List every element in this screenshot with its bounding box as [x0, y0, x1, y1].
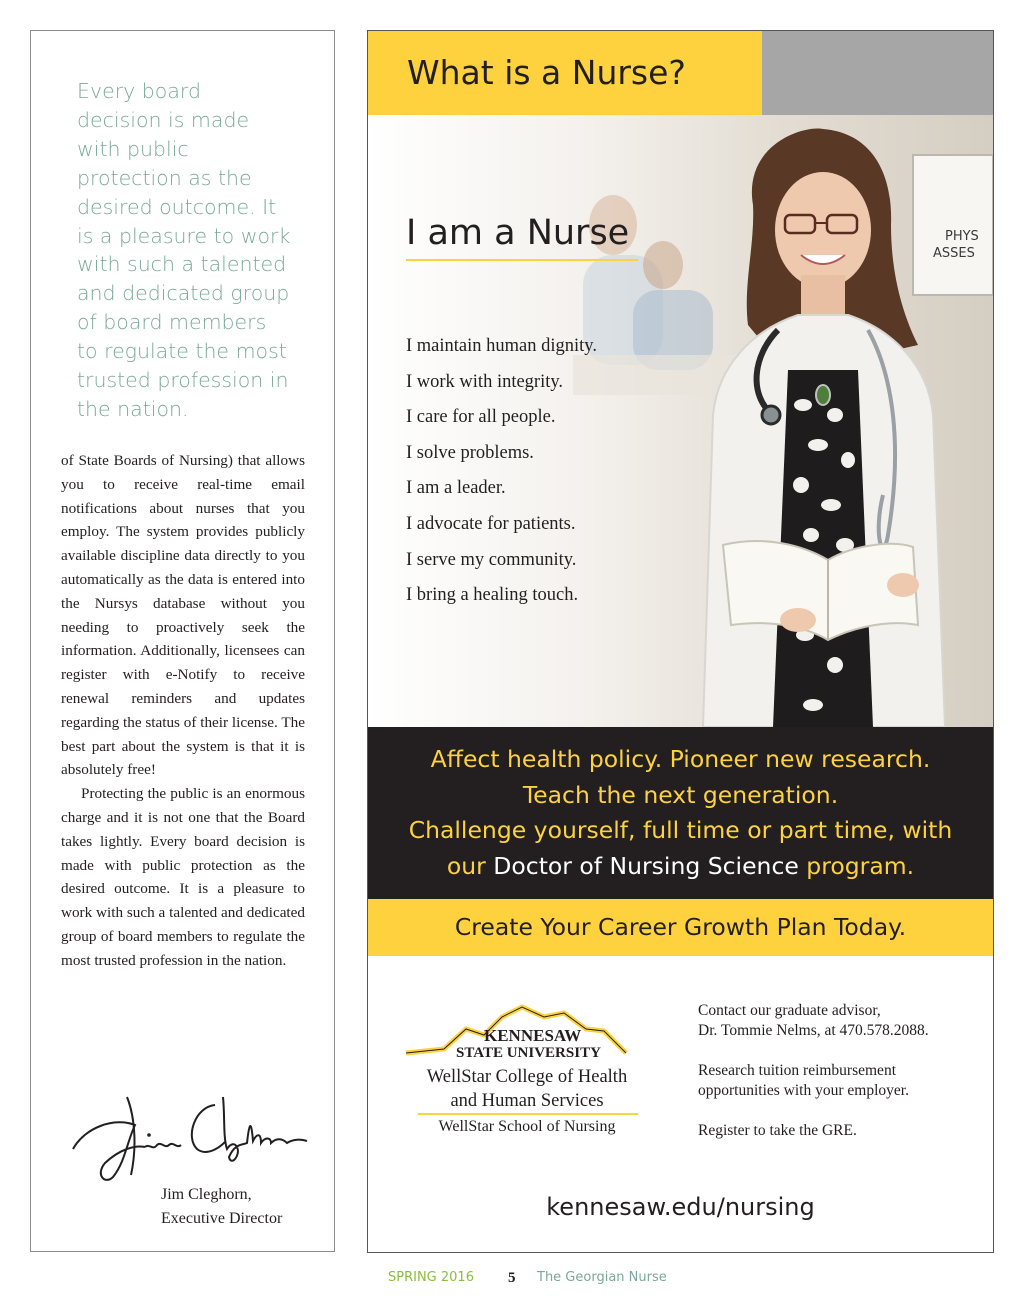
statement-item: I bring a healing touch. [406, 585, 579, 606]
promo-line: Teach the next generation. [522, 780, 839, 809]
cta-text: Create Your Career Growth Plan Today. [454, 913, 907, 941]
statement-item: I solve problems. [406, 442, 534, 463]
promo-line [368, 849, 993, 885]
college-line: and Human Services [450, 1091, 604, 1111]
magazine-name: The Georgian Nurse [537, 1270, 667, 1285]
statement-item: I serve my community. [406, 549, 577, 570]
heading-underline [406, 259, 638, 261]
pull-quote-line: and dedicated group [77, 281, 290, 306]
logo-kennesaw: KENNESAW [484, 1026, 582, 1045]
statement-item: I care for all people. [406, 407, 556, 428]
nursing-advertisement [367, 30, 994, 1253]
statement-item: I advocate for patients. [406, 513, 576, 534]
ad-header-gray-block [762, 31, 993, 115]
contact-info [698, 1001, 988, 1141]
page-number: 5 [508, 1270, 516, 1286]
college-name [404, 1065, 650, 1113]
signer-name: Jim Cleghorn, [161, 1186, 252, 1203]
signer-title: Executive Director [161, 1210, 283, 1227]
article-paragraph: of State Boards of Nursing) that allows you to receive real-time email notifications about nurses that you employ. The system provides publicly available discipline data directly to you automatically as the data is entered into the Nursys database without you needing to proactively seek the information. Additionally, licensees can register with e-Notify to receive renewal reminders and updates regarding the status of their license. The best part about the system is that it is absolutely free! [61, 452, 305, 779]
college-divider [418, 1113, 638, 1115]
pull-quote-line: desired outcome. It [77, 194, 277, 219]
page-footer [0, 1270, 1024, 1290]
issue-season: SPRING 2016 [388, 1270, 474, 1285]
contact-line: Contact our graduate advisor, [698, 1002, 881, 1019]
promo-text: our [446, 851, 494, 880]
school-name: WellStar School of Nursing [438, 1118, 616, 1135]
signature-image [65, 1087, 310, 1182]
pull-quote-line: trusted profession in [77, 368, 289, 393]
pull-quote-line: with public [77, 136, 189, 161]
college-line: WellStar College of Health [426, 1067, 628, 1087]
contact-line: Dr. Tommie Nelms, at 470.578.2088. [698, 1022, 929, 1039]
pull-quote-line: the nation. [77, 396, 189, 421]
nurse-illustration [573, 115, 993, 727]
article-paragraph: Protecting the public is an enormous charge and it is not one that the Board takes lightly. Every board decision is made with public protection as the desired outcome. It is a pleasure to work with such a talented and dedicated group of board members to regulate the most trusted profession in the nation. [61, 785, 305, 969]
pull-quote-line: of board members [77, 310, 267, 335]
contact-line: Research tuition reimbursement [698, 1062, 896, 1079]
pull-quote-line: with such a talented [77, 252, 287, 277]
statement-item: I work with integrity. [406, 371, 564, 392]
statement-item: I maintain human dignity. [406, 336, 597, 356]
promo-line: Affect health policy. Pioneer new research. [430, 745, 931, 773]
ad-title: What is a Nurse? [407, 53, 686, 92]
pull-quote-line: is a pleasure to work [77, 223, 291, 248]
article-column [30, 30, 335, 1252]
logo-state-university: STATE UNIVERSITY [456, 1045, 601, 1061]
pull-quote-line: decision is made [77, 107, 250, 132]
cta-band [368, 899, 993, 956]
program-name: Doctor of Nursing Science [493, 851, 799, 880]
contact-line: Register to take the GRE. [698, 1122, 857, 1139]
pull-quote-line: to regulate the most [77, 339, 287, 364]
promo-text: program. [798, 851, 915, 880]
nurse-statements [406, 329, 597, 614]
article-body [61, 449, 305, 973]
pull-quote [77, 77, 307, 424]
signer-block [161, 1183, 282, 1231]
wall-sign-text: PHYS [945, 229, 979, 244]
nurse-heading: I am a Nurse [406, 213, 630, 253]
pull-quote-line: protection as the [77, 165, 252, 190]
pull-quote-line: Every board [77, 79, 201, 103]
website-url: kennesaw.edu/nursing [546, 1193, 815, 1221]
program-promo-band [368, 727, 993, 899]
contact-line: opportunities with your employer. [698, 1082, 909, 1099]
promo-line: Challenge yourself, full time or part time, with [408, 816, 953, 844]
wall-sign-text: ASSES [933, 246, 975, 261]
statement-item: I am a leader. [406, 478, 506, 499]
